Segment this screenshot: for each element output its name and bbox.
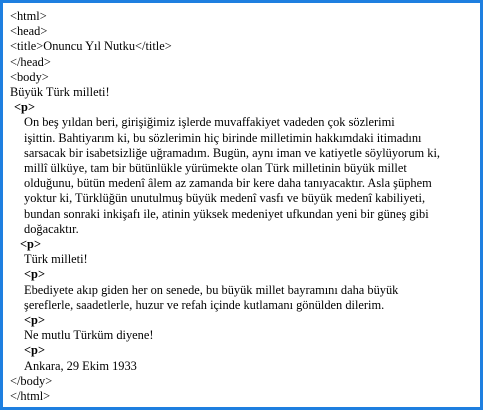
html-code-listing [10,9,440,404]
p-tag-1: <p> [14,100,36,115]
paragraph1-line: bundan sonraki inkişafı ile, atinin yüksek medeniyet ufkundan yeni bir güneş gibi [24,206,429,221]
p-tag-2: <p> [20,237,42,252]
body-open-tag: <body> [10,69,49,84]
paragraph1-line: millî ülküye, tam bir bütünlükle yürümekte olan Türk milletinin büyük millet [24,161,407,176]
html-close-tag: </html> [10,389,51,404]
heading-text: Büyük Türk milleti! [10,85,110,100]
p-tag-4: <p> [24,313,46,328]
paragraph1-line: sarsacak bir isabetsizliğe uğramadım. Bugün, aynı iman ve katiyetle söylüyorum ki, [24,145,441,160]
paragraph1-line: işittin. Bahtiyarım ki, bu sözlerimin hiç birinde milletimin hakkımdaki itimadını [24,130,422,145]
paragraph2-text: Türk milleti! [24,252,88,267]
paragraph4-text: Ne mutlu Türküm diyene! [24,328,154,343]
paragraph1-line: doğacaktır. [24,221,79,236]
paragraph5-text: Ankara, 29 Ekim 1933 [24,358,137,373]
paragraph1-line: On beş yıldan beri, girişiğimiz işlerde muvaffakiyet vadeden çok sözlerimi [24,115,395,130]
title-line: <title>Onuncu Yıl Nutku</title> [10,39,172,54]
p-tag-5: <p> [24,343,46,358]
body-close-tag: </body> [10,373,53,388]
paragraph1-line: olduğunu, bütün medenî âlem az zamanda bir kere daha tanıyacaktır. Asla şüphem [24,176,432,191]
paragraph3-line: şereflerle, saadetlerle, huzur ve refah içinde kutlamanı gönülden dilerim. [24,297,385,312]
p-tag-3: <p> [24,267,46,282]
paragraph1-line: yoktur ki, Türklüğün unutulmuş büyük medenî vasfı ve büyük medenî kabiliyeti, [24,191,426,206]
paragraph3-line: Ebediyete akıp giden her on senede, bu büyük millet bayramını daha büyük [24,282,399,297]
html-open-tag: <html> [10,9,47,23]
head-open-tag: <head> [10,24,48,39]
head-close-tag: </head> [10,54,51,69]
